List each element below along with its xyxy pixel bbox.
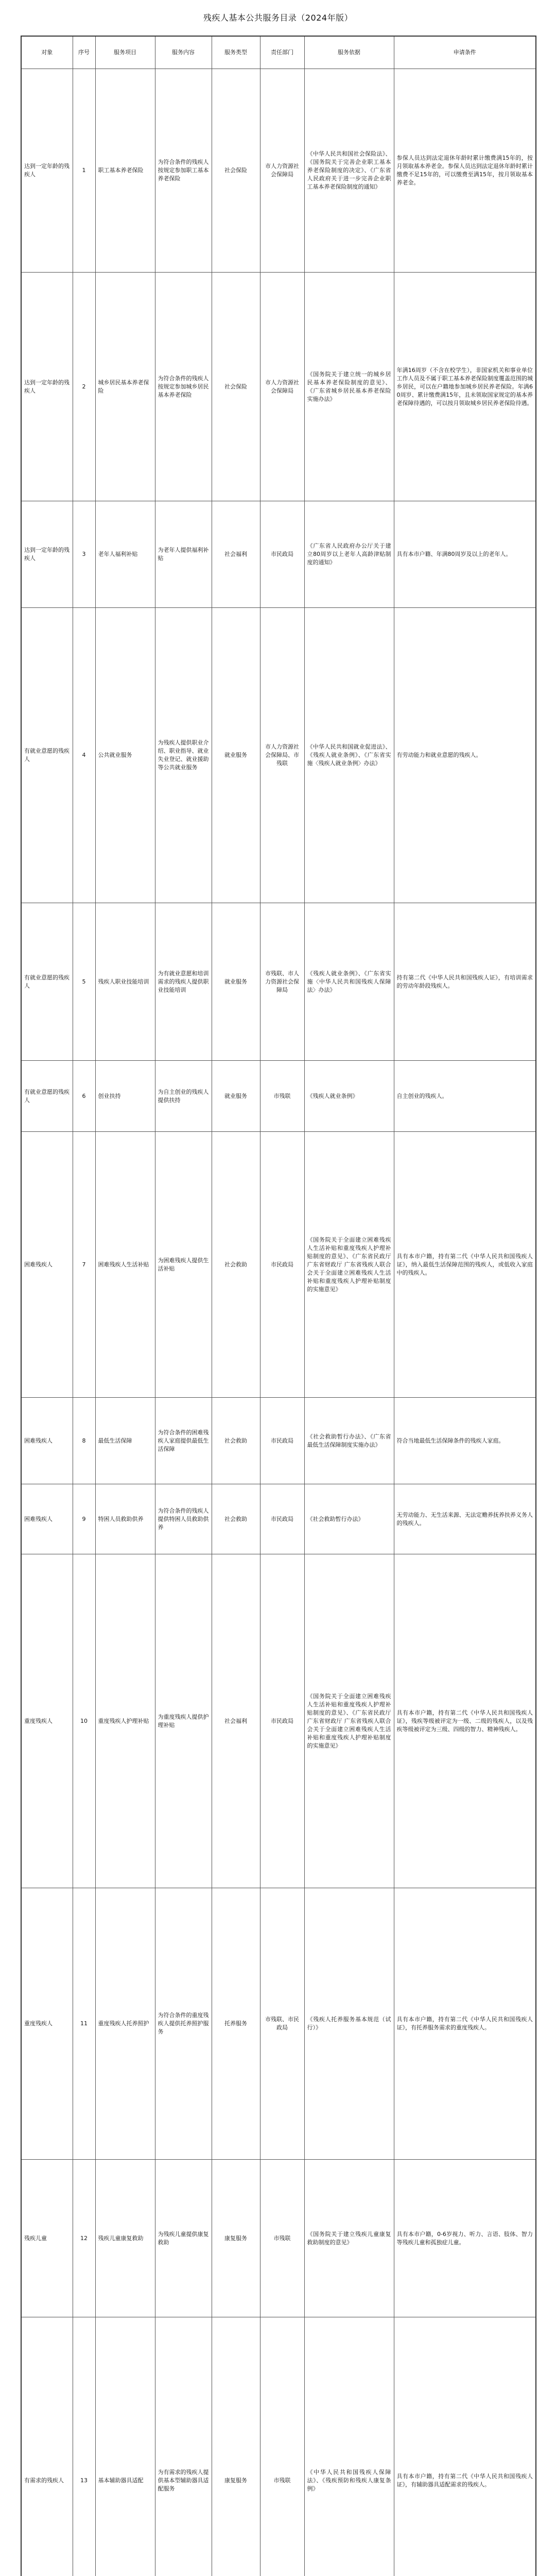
table-row bbox=[21, 1888, 536, 2160]
cell-responsible-dept: 市人力资源社会保障局、市残联 bbox=[260, 608, 304, 903]
cell-service-content: 为残疾儿童提供康复救助 bbox=[155, 2160, 212, 2317]
header-row bbox=[21, 36, 536, 69]
cell-service-content: 为重度残疾人提供护理补贴 bbox=[155, 1554, 212, 1888]
cell-service-content: 为老年人提供福利补贴 bbox=[155, 501, 212, 608]
cell-application-conditions: 具有本市户籍，持有第二代《中华人民共和国残疾人证》，残疾等级被评定为一级、二级的残疾人，以及残疾等级被评定为三级、四级的智力、精神残疾人。 bbox=[394, 1554, 536, 1888]
cell-service-type: 社会救助 bbox=[212, 1484, 260, 1554]
cell-service-basis: 《中华人民共和国就业促进法》、《残疾人就业条例》、《广东省实施〈残疾人就业条例〉办法》 bbox=[304, 608, 394, 903]
cell-number: 7 bbox=[73, 1132, 95, 1398]
cell-application-conditions: 参保人员达到法定退休年龄时累计缴费满15年的，按月领取基本养老金。参保人员达到法定退休年龄时累计缴费不足15年的，可以缴费至满15年，按月领取基本养老金。 bbox=[394, 69, 536, 273]
cell-service-basis: 《残疾人就业条例》、《广东省实施〈中华人民共和国残疾人保障法〉办法》 bbox=[304, 903, 394, 1061]
cell-responsible-dept: 市残联 bbox=[260, 1061, 304, 1132]
header-number: 序号 bbox=[73, 36, 95, 69]
cell-service-content: 为符合条件的残疾人提供特困人员救助供养 bbox=[155, 1484, 212, 1554]
header-service-item: 服务项目 bbox=[95, 36, 155, 69]
cell-application-conditions: 具有本市户籍，持有第二代《中华人民共和国残疾人证》，有托养服务需求的重度残疾人。 bbox=[394, 1888, 536, 2160]
cell-responsible-dept: 市民政局 bbox=[260, 1132, 304, 1398]
cell-target: 困难残疾人 bbox=[21, 1484, 73, 1554]
cell-application-conditions: 具有本市户籍，持有第二代《中华人民共和国残疾人证》，纳入最低生活保障范围的残疾人，或低收入家庭中的残疾人。 bbox=[394, 1132, 536, 1398]
cell-service-basis: 《国务院关于全面建立困难残疾人生活补贴和重度残疾人护理补贴制度的意见》、《广东省民政厅 广东省财政厅 广东省残疾人联合会关于全面建立困难残疾人生活补贴和重度残疾人护理补贴制度的实施意见》 bbox=[304, 1554, 394, 1888]
cell-number: 1 bbox=[73, 69, 95, 273]
cell-service-type: 社会福利 bbox=[212, 501, 260, 608]
cell-application-conditions: 具有本市户籍，0-6岁视力、听力、言语、肢体、智力等残疾儿童和孤独症儿童。 bbox=[394, 2160, 536, 2317]
cell-number: 10 bbox=[73, 1554, 95, 1888]
cell-service-item: 重度残疾人托养照护 bbox=[95, 1888, 155, 2160]
cell-service-type: 社会保险 bbox=[212, 273, 260, 501]
document-title: 残疾人基本公共服务目录（2024年版） bbox=[203, 13, 353, 23]
cell-service-type: 社会救助 bbox=[212, 1132, 260, 1398]
cell-responsible-dept: 市残联、市民政局 bbox=[260, 1888, 304, 2160]
cell-service-content: 为有需求的残疾人提供基本型辅助器具适配服务 bbox=[155, 2317, 212, 2576]
table-row bbox=[21, 1132, 536, 1398]
cell-number: 13 bbox=[73, 2317, 95, 2576]
cell-service-basis: 《中华人民共和国残疾人保障法》、《残疾预防和残疾人康复条例》 bbox=[304, 2317, 394, 2576]
table-row bbox=[21, 1061, 536, 1132]
cell-service-basis: 《中华人民共和国社会保险法》、《国务院关于完善企业职工基本养老保险制度的决定》、《广东省人民政府关于进一步完善企业职工基本养老保险制度的通知》 bbox=[304, 69, 394, 273]
header-service-content: 服务内容 bbox=[155, 36, 212, 69]
header-service-type: 服务类型 bbox=[212, 36, 260, 69]
cell-number: 3 bbox=[73, 501, 95, 608]
cell-service-item: 职工基本养老保险 bbox=[95, 69, 155, 273]
cell-responsible-dept: 市残联 bbox=[260, 2317, 304, 2576]
table-row bbox=[21, 608, 536, 903]
header-target: 对象 bbox=[21, 36, 73, 69]
cell-responsible-dept: 市残联 bbox=[260, 2160, 304, 2317]
cell-target: 有需求的残疾人 bbox=[21, 2317, 73, 2576]
table-row bbox=[21, 2160, 536, 2317]
cell-service-type: 康复服务 bbox=[212, 2160, 260, 2317]
cell-service-type: 托养服务 bbox=[212, 1888, 260, 2160]
header-service-basis: 服务依据 bbox=[304, 36, 394, 69]
cell-application-conditions: 自主创业的残疾人。 bbox=[394, 1061, 536, 1132]
cell-service-type: 社会救助 bbox=[212, 1398, 260, 1484]
cell-service-item: 城乡居民基本养老保险 bbox=[95, 273, 155, 501]
table-row bbox=[21, 273, 536, 501]
cell-service-basis: 《广东省人民政府办公厅关于建立80周岁以上老年人高龄津贴制度的通知》 bbox=[304, 501, 394, 608]
cell-service-basis: 《社会救助暂行办法》、《广东省最低生活保障制度实施办法》 bbox=[304, 1398, 394, 1484]
cell-number: 8 bbox=[73, 1398, 95, 1484]
table-row bbox=[21, 501, 536, 608]
table-row bbox=[21, 1554, 536, 1888]
cell-target: 重度残疾人 bbox=[21, 1554, 73, 1888]
cell-service-item: 公共就业服务 bbox=[95, 608, 155, 903]
cell-application-conditions: 符合当地最低生活保障条件的残疾人家庭。 bbox=[394, 1398, 536, 1484]
cell-service-basis: 《社会救助暂行办法》 bbox=[304, 1484, 394, 1554]
cell-service-item: 最低生活保障 bbox=[95, 1398, 155, 1484]
cell-responsible-dept: 市民政局 bbox=[260, 1554, 304, 1888]
cell-service-type: 就业服务 bbox=[212, 1061, 260, 1132]
cell-responsible-dept: 市人力资源社会保障局 bbox=[260, 273, 304, 501]
cell-service-content: 为困难残疾人提供生活补贴 bbox=[155, 1132, 212, 1398]
cell-service-item: 残疾人职业技能培训 bbox=[95, 903, 155, 1061]
cell-service-item: 特困人员救助供养 bbox=[95, 1484, 155, 1554]
cell-number: 12 bbox=[73, 2160, 95, 2317]
cell-service-content: 为残疾人提供职业介绍、职业指导、就业失业登记、就业援助等公共就业服务 bbox=[155, 608, 212, 903]
cell-application-conditions: 年满16周岁（不含在校学生），非国家机关和事业单位工作人员及不属于职工基本养老保险制度覆盖范围的城乡居民，可以在户籍地参加城乡居民养老保险。年满60周岁、累计缴费满15年，且未领取国家规定的基本养老保障待遇的，可以按月领取城乡居民养老保险待遇。 bbox=[394, 273, 536, 501]
cell-service-type: 就业服务 bbox=[212, 903, 260, 1061]
cell-service-content: 为符合条件的困难残疾人家庭提供最低生活保障 bbox=[155, 1398, 212, 1484]
cell-service-item: 重度残疾人护理补贴 bbox=[95, 1554, 155, 1888]
cell-responsible-dept: 市人力资源社会保障局 bbox=[260, 69, 304, 273]
cell-target: 困难残疾人 bbox=[21, 1132, 73, 1398]
cell-service-type: 康复服务 bbox=[212, 2317, 260, 2576]
cell-responsible-dept: 市民政局 bbox=[260, 1484, 304, 1554]
cell-target: 有就业意愿的残疾人 bbox=[21, 903, 73, 1061]
cell-target: 达到一定年龄的残疾人 bbox=[21, 69, 73, 273]
cell-service-content: 为符合条件的残疾人按规定参加职工基本养老保险 bbox=[155, 69, 212, 273]
table-row bbox=[21, 903, 536, 1061]
cell-application-conditions: 有劳动能力和就业意愿的残疾人。 bbox=[394, 608, 536, 903]
cell-service-content: 为符合条件的重度残疾人提供托养照护服务 bbox=[155, 1888, 212, 2160]
cell-service-content: 为自主创业的残疾人提供扶持 bbox=[155, 1061, 212, 1132]
cell-responsible-dept: 市残联、市人力资源社会保障局 bbox=[260, 903, 304, 1061]
table-body bbox=[21, 69, 536, 2576]
header-responsible-dept: 责任部门 bbox=[260, 36, 304, 69]
cell-service-item: 基本辅助器具适配 bbox=[95, 2317, 155, 2576]
cell-target: 困难残疾人 bbox=[21, 1398, 73, 1484]
cell-target: 重度残疾人 bbox=[21, 1888, 73, 2160]
cell-number: 6 bbox=[73, 1061, 95, 1132]
cell-service-content: 为有就业意愿和培训需求的残疾人提供职业技能培训 bbox=[155, 903, 212, 1061]
cell-application-conditions: 无劳动能力、无生活来源、无法定赡养抚养扶养义务人的残疾人。 bbox=[394, 1484, 536, 1554]
cell-service-type: 社会保险 bbox=[212, 69, 260, 273]
cell-number: 2 bbox=[73, 273, 95, 501]
cell-service-content: 为符合条件的残疾人按规定参加城乡居民基本养老保险 bbox=[155, 273, 212, 501]
cell-application-conditions: 持有第二代《中华人民共和国残疾人证》，有培训需求的劳动年龄段残疾人。 bbox=[394, 903, 536, 1061]
cell-service-basis: 《国务院关于全面建立困难残疾人生活补贴和重度残疾人护理补贴制度的意见》、《广东省民政厅 广东省财政厅 广东省残疾人联合会关于全面建立困难残疾人生活补贴和重度残疾人护理补贴制度的实施意见》 bbox=[304, 1132, 394, 1398]
cell-number: 5 bbox=[73, 903, 95, 1061]
cell-responsible-dept: 市民政局 bbox=[260, 501, 304, 608]
cell-target: 残疾儿童 bbox=[21, 2160, 73, 2317]
cell-target: 有就业意愿的残疾人 bbox=[21, 1061, 73, 1132]
cell-target: 达到一定年龄的残疾人 bbox=[21, 501, 73, 608]
cell-service-item: 创业扶持 bbox=[95, 1061, 155, 1132]
table-header bbox=[21, 36, 536, 69]
cell-service-type: 社会福利 bbox=[212, 1554, 260, 1888]
cell-service-item: 老年人福利补贴 bbox=[95, 501, 155, 608]
cell-service-basis: 《残疾人托养服务基本规范（试行）》 bbox=[304, 1888, 394, 2160]
cell-application-conditions: 具有本市户籍、年满80周岁及以上的老年人。 bbox=[394, 501, 536, 608]
table-row bbox=[21, 1484, 536, 1554]
cell-target: 有就业意愿的残疾人 bbox=[21, 608, 73, 903]
cell-application-conditions: 具有本市户籍，持有第二代《中华人民共和国残疾人证》，有辅助器具适配需求的残疾人。 bbox=[394, 2317, 536, 2576]
service-catalog-table bbox=[21, 36, 536, 2576]
cell-service-item: 困难残疾人生活补贴 bbox=[95, 1132, 155, 1398]
cell-number: 4 bbox=[73, 608, 95, 903]
cell-number: 11 bbox=[73, 1888, 95, 2160]
table-row bbox=[21, 1398, 536, 1484]
cell-service-type: 就业服务 bbox=[212, 608, 260, 903]
cell-service-basis: 《国务院关于建立统一的城乡居民基本养老保险制度的意见》、《广东省城乡居民基本养老保险实施办法》 bbox=[304, 273, 394, 501]
cell-target: 达到一定年龄的残疾人 bbox=[21, 273, 73, 501]
cell-number: 9 bbox=[73, 1484, 95, 1554]
header-application-conditions: 申请条件 bbox=[394, 36, 536, 69]
table-row bbox=[21, 69, 536, 273]
cell-service-basis: 《残疾人就业条例》 bbox=[304, 1061, 394, 1132]
cell-service-basis: 《国务院关于建立残疾儿童康复救助制度的意见》 bbox=[304, 2160, 394, 2317]
cell-responsible-dept: 市民政局 bbox=[260, 1398, 304, 1484]
table-row bbox=[21, 2317, 536, 2576]
cell-service-item: 残疾儿童康复救助 bbox=[95, 2160, 155, 2317]
